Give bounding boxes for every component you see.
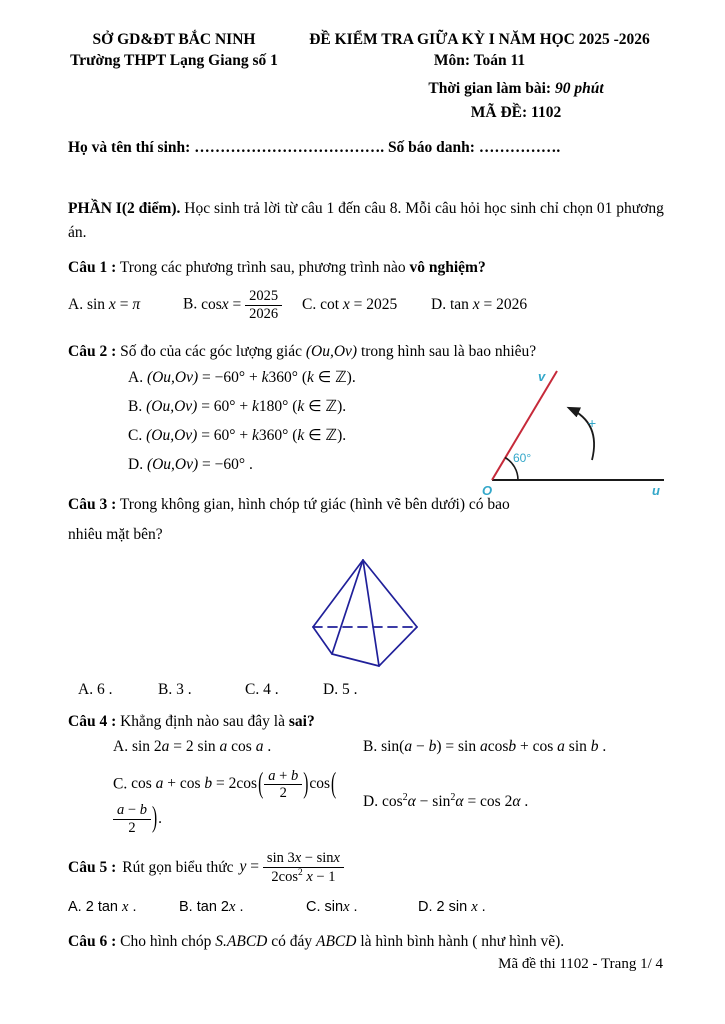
option-formula: (Ou,Ov) = −60° + k360° (k ∈ ℤ). — [146, 369, 356, 387]
pyramid-edge — [332, 560, 363, 654]
q3-option-c — [245, 681, 323, 699]
option-key: D. — [128, 456, 144, 474]
q1-option-d — [431, 296, 665, 314]
option-key: A. — [113, 737, 129, 755]
pyramid-base-edge — [379, 627, 417, 666]
question-1-label: Câu 1 : — [68, 258, 117, 276]
question-5 — [68, 850, 665, 916]
q1-option-c — [302, 296, 431, 314]
q4-option-d — [363, 792, 665, 811]
q4-option-a — [113, 738, 363, 756]
question-6-text — [68, 930, 665, 953]
page-footer: Mã đề thi 1102 - Trang 1/ 4 — [498, 956, 663, 972]
student-name-label: Họ và tên thí sinh: — [68, 138, 191, 156]
exam-title: ĐỀ KIỂM TRA GIỮA KỲ I NĂM HỌC 2025 -2026 — [309, 31, 650, 48]
label-v: v — [538, 369, 546, 385]
q3-option-d — [323, 681, 665, 699]
question-5-formula: y = $\frac{\sin 3x - \sin x}{2\cos^2 x - 1}$ — [240, 850, 344, 885]
question-6 — [68, 930, 665, 953]
option-key: A. — [128, 369, 144, 387]
option-formula: $\cos^2\alpha - \sin^2\alpha = \cos 2\alpha$ . — [381, 792, 529, 811]
option-formula: cosx = $\frac{2025}{2026}$ — [201, 296, 282, 313]
option-key: A. — [78, 681, 94, 699]
question-1-options — [68, 281, 665, 329]
department-name: SỞ GD&ĐT BẮC NINH — [92, 31, 256, 48]
option-key: B. — [183, 295, 198, 313]
option-key: A. — [68, 899, 82, 916]
pyramid-edge — [313, 560, 363, 627]
part1-heading — [68, 197, 665, 245]
document-header — [68, 30, 665, 72]
question-4-label: Câu 4 : — [68, 713, 117, 731]
student-info-line — [68, 139, 665, 157]
question-1-text — [68, 256, 665, 279]
option-key: D. — [323, 681, 339, 699]
question-5-stem: Rút gọn biểu thức — [122, 859, 234, 877]
option-key: C. — [128, 427, 143, 445]
option-key: B. — [158, 681, 173, 699]
label-u: u — [652, 483, 660, 499]
angle-figure — [478, 366, 678, 500]
school-name: Trường THPT Lạng Giang số 1 — [70, 51, 278, 69]
question-1 — [68, 256, 665, 329]
question-2-stem: Số đo của các góc lượng giác (Ou,Ov) trong hình sau là bao nhiêu? — [120, 343, 537, 361]
option-key: C. — [113, 775, 128, 793]
question-5-label: Câu 5 : — [68, 859, 117, 877]
question-2-text — [68, 340, 665, 363]
label-plus: + — [588, 415, 597, 432]
q5-option-b — [179, 899, 306, 916]
pyramid-figure — [293, 553, 448, 675]
question-4-options — [68, 738, 665, 837]
question-4 — [68, 710, 665, 836]
time-limit-line — [376, 80, 656, 98]
option-formula: sin 2a = 2 sin a cos a . — [131, 737, 272, 755]
exam-subject: Môn: Toán 11 — [433, 51, 526, 69]
time-limit-value: 90 phút — [554, 79, 604, 97]
option-formula: (Ou,Ov) = 60° + k180° (k ∈ ℤ). — [146, 398, 347, 416]
q4-option-c — [113, 768, 363, 837]
option-formula: sin x = π — [86, 296, 141, 314]
exam-title-block — [294, 30, 665, 72]
q4-option-b — [363, 738, 665, 756]
option-value: 4 . — [263, 681, 279, 699]
student-id-label: Số báo danh: — [387, 138, 475, 156]
label-angle-60: 60° — [513, 451, 532, 466]
question-3-text — [68, 490, 520, 549]
exam-code: MÃ ĐỀ: 1102 — [470, 103, 562, 121]
label-origin-O: O — [482, 483, 493, 499]
q5-option-d — [418, 899, 665, 916]
option-key: D. — [363, 793, 379, 811]
option-key: C. — [306, 899, 321, 916]
option-key: A. — [68, 296, 84, 314]
option-formula: 2 tan x . — [85, 899, 137, 916]
q1-option-a — [68, 296, 183, 314]
q5-option-a — [68, 899, 179, 916]
question-3-label: Câu 3 : — [68, 496, 117, 514]
option-formula: cos a + cos b = 2cos( $\frac{a + b}{2}$ )cos( $\frac{a - b}{2}$ ). — [113, 775, 337, 826]
option-formula: tan 2x . — [196, 899, 244, 916]
time-limit-label: Thời gian làm bài: — [428, 79, 552, 97]
question-6-stem: Cho hình chóp S.ABCD có đáy ABCD là hình bình hành ( như hình vẽ). — [120, 933, 565, 951]
question-3 — [68, 490, 665, 699]
q3-option-b — [158, 681, 245, 699]
pyramid-base-edge — [313, 627, 332, 654]
part1-title: PHẦN I(2 điểm). — [68, 199, 181, 217]
option-formula: tan x = 2026 — [449, 296, 528, 314]
option-key: B. — [179, 899, 193, 916]
option-key: D. — [431, 296, 447, 314]
question-6-label: Câu 6 : — [68, 933, 117, 951]
question-4-stem: Khẳng định nào sau đây là — [120, 713, 289, 731]
option-value: 6 . — [96, 681, 113, 699]
option-key: B. — [363, 737, 378, 755]
option-formula: 2 sin x . — [436, 899, 486, 916]
question-5-options — [68, 899, 665, 916]
question-5-text — [68, 850, 665, 885]
q3-option-a — [78, 681, 158, 699]
option-key: C. — [245, 681, 260, 699]
q1-option-b — [183, 288, 302, 322]
part1-instructions: Học sinh trả lời từ câu 1 đến câu 8. Mỗi câu hỏi học sinh chỉ chọn 01 phương án. — [68, 199, 664, 241]
option-value: 5 . — [341, 681, 358, 699]
question-1-stem: Trong các phương trình sau, phương trình nào — [119, 258, 410, 276]
question-3-options — [68, 681, 665, 699]
student-id-blank: ……………. — [478, 138, 561, 156]
question-2-label: Câu 2 : — [68, 343, 117, 361]
exam-meta — [376, 80, 656, 122]
option-formula: cot x = 2025 — [320, 296, 398, 314]
option-formula: sin(a − b) = sin acosb + cos a sin b . — [381, 737, 607, 755]
option-formula: (Ou,Ov) = −60° . — [146, 456, 253, 474]
q5-option-c — [306, 899, 418, 916]
pyramid-base-edge — [332, 654, 379, 666]
question-4-stem-bold: sai? — [288, 713, 315, 731]
option-formula: sinx . — [324, 899, 358, 916]
question-2 — [68, 340, 665, 499]
student-name-blank: ………………………………. — [194, 138, 385, 156]
option-value: 3 . — [176, 681, 192, 699]
issuer-block — [54, 30, 294, 72]
option-formula: (Ou,Ov) = 60° + k360° (k ∈ ℤ). — [146, 427, 347, 445]
option-key: B. — [128, 398, 143, 416]
option-key: C. — [302, 296, 317, 314]
question-1-stem-bold: vô nghiệm? — [409, 258, 486, 276]
question-4-text — [68, 710, 665, 733]
option-key: D. — [418, 899, 433, 916]
question-3-stem: Trong không gian, hình chóp tứ giác (hình vẽ bên dưới) có bao nhiêu mặt bên? — [68, 496, 510, 543]
